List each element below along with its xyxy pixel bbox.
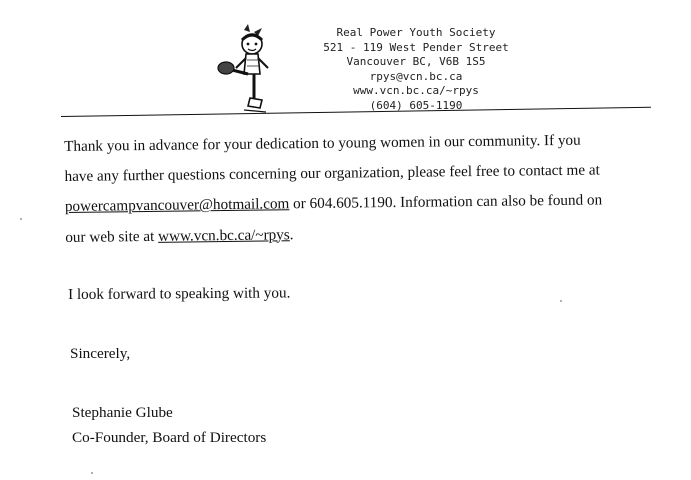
para1-line-3-rest: or 604.605.1190. Information can also be found on: [289, 191, 603, 213]
body-paragraph-2: I look forward to speaking with you.: [68, 284, 291, 303]
email-link[interactable]: powercampvancouver@hotmail.com: [64, 195, 290, 216]
scan-speck: [20, 218, 22, 220]
address-line-1: 521 - 119 West Pender Street: [323, 40, 509, 54]
para1-line-4-post: .: [289, 225, 294, 243]
signer-name: Stephanie Glube: [72, 404, 173, 421]
body-paragraph-1: [64, 125, 603, 252]
address-line-2: Vancouver BC, V6B 1S5: [346, 55, 486, 69]
letterhead-address-block: [300, 26, 532, 114]
org-name: Real Power Youth Society: [336, 26, 496, 39]
para1-line-4: [65, 216, 603, 253]
letterhead-email: rpys@vcn.bc.ca: [369, 69, 463, 83]
kicking-girl-mascot-icon: [214, 24, 276, 116]
scan-speck: [560, 300, 562, 302]
signer-title: Co-Founder, Board of Directors: [72, 429, 267, 446]
para1-line-2: have any further questions concerning our organization, please feel free to contact me at: [64, 161, 600, 186]
letterhead-website: www.vcn.bc.ca/~rpys: [353, 84, 479, 98]
signature-block: [72, 400, 266, 450]
scan-speck: [91, 472, 93, 474]
letterhead-phone: (604) 605-1190: [369, 98, 463, 112]
para1-line-1: Thank you in advance for your dedication to young women in our community. If you: [64, 131, 581, 155]
website-link[interactable]: www.vcn.bc.ca/~rpys: [157, 225, 290, 245]
para1-line-4-pre: our web site at: [65, 227, 159, 246]
closing-salutation: Sincerely,: [70, 345, 131, 362]
